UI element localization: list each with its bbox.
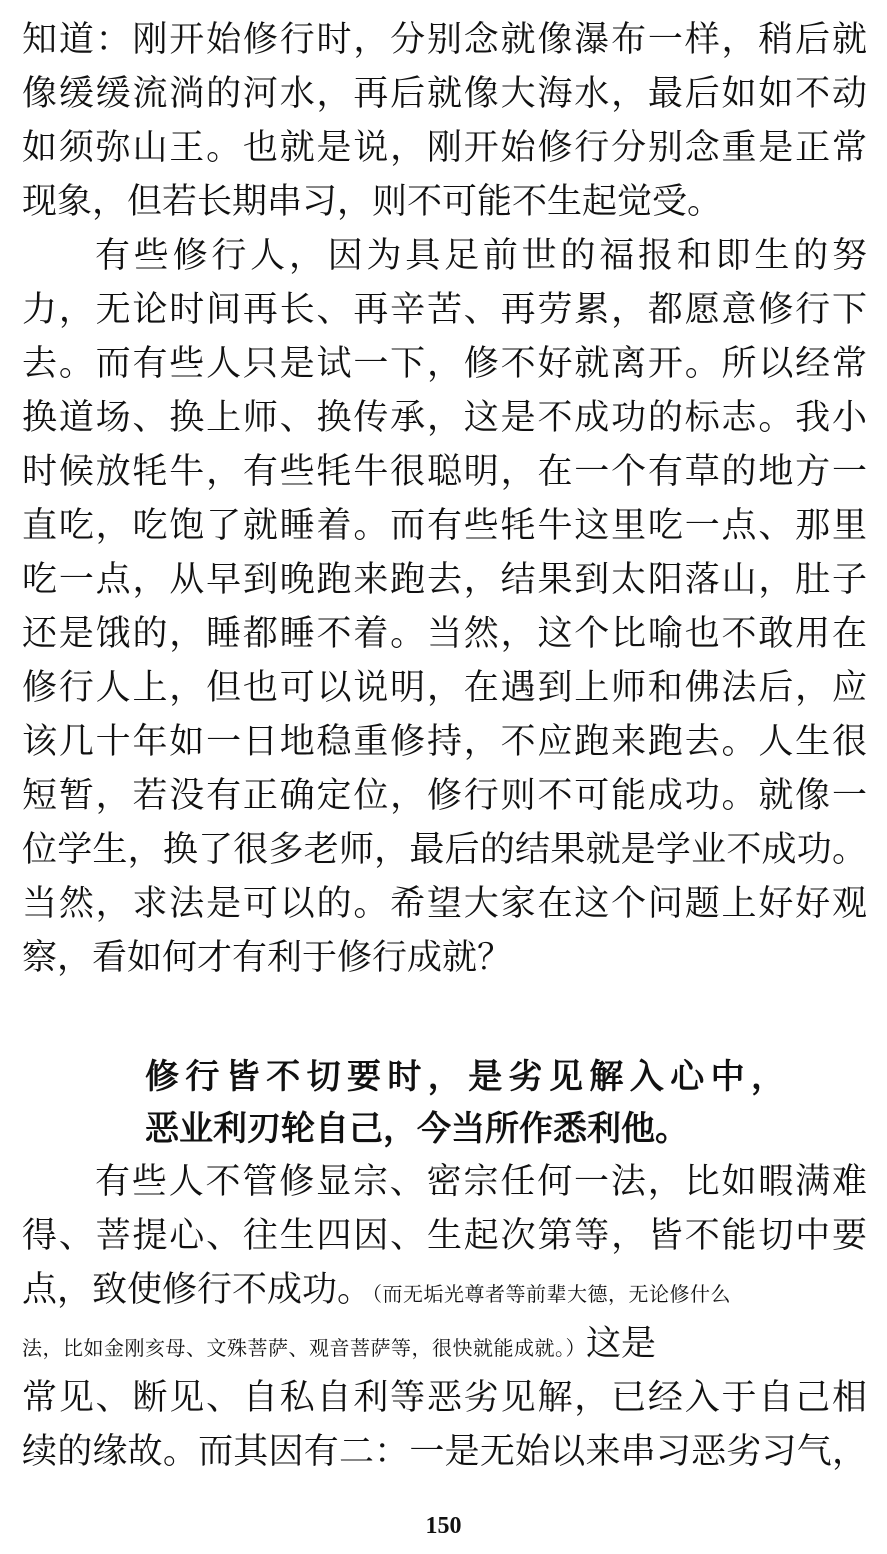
paragraph-3-main-text: 点，致使修行不成功。 [22, 1270, 373, 1310]
paragraph-2-line-6: 直吃，吃饱了就睡着。而有些牦牛这里吃一点、那里 [22, 506, 867, 546]
annotation-note-end: 法，比如金刚亥母、文殊菩萨、观音菩萨等，很快就能成就。） [22, 1336, 586, 1360]
paragraph-2-line-7: 吃一点，从早到晚跑来跑去，结果到太阳落山，肚子 [22, 560, 867, 600]
paragraph-2-line-9: 修行人上，但也可以说明，在遇到上师和佛法后，应 [22, 668, 867, 708]
paragraph-2-line-14: 察，看如何才有利于修行成就？ [22, 938, 513, 978]
paragraph-2-line-5: 时候放牦牛，有些牦牛很聪明，在一个有草的地方一 [22, 452, 867, 492]
paragraph-3-line-5: 常见、断见、自私自利等恶劣见解，已经入于自己相 [22, 1378, 867, 1418]
paragraph-2-line-2: 力，无论时间再长、再辛苦、再劳累，都愿意修行下 [22, 290, 867, 330]
paragraph-3-line-6: 续的缘故。而其因有二：一是无始以来串习恶劣习气， [22, 1432, 867, 1472]
paragraph-3-main-text-resume: 这是 [586, 1324, 657, 1364]
paragraph-2-line-4: 换道场、换上师、换传承，这是不成功的标志。我小 [22, 398, 867, 438]
paragraph-2-line-11: 短暂，若没有正确定位，修行则不可能成功。就像一 [22, 776, 867, 816]
paragraph-2-line-1: 有些修行人，因为具足前世的福报和即生的努 [95, 236, 867, 276]
paragraph-1-line-3: 如须弥山王。也就是说，刚开始修行分别念重是正常 [22, 128, 867, 168]
paragraph-2-line-12: 位学生，换了很多老师，最后的结果就是学业不成功。 [22, 830, 867, 870]
verse-line-2: 恶业利刃轮自己，今当所作悉利他。 [145, 1109, 689, 1149]
paragraph-3-line-3 [22, 1266, 867, 1314]
paragraph-2-line-13: 当然，求法是可以的。希望大家在这个问题上好好观 [22, 884, 867, 924]
paragraph-3-line-2: 得、菩提心、往生四因、生起次第等，皆不能切中要 [22, 1216, 867, 1256]
paragraph-3-line-4 [22, 1320, 867, 1368]
paragraph-1-line-4: 现象，但若长期串习，则不可能不生起觉受。 [22, 182, 723, 222]
paragraph-2-line-8: 还是饿的，睡都睡不着。当然，这个比喻也不敢用在 [22, 614, 867, 654]
paragraph-1-line-2: 像缓缓流淌的河水，再后就像大海水，最后如如不动 [22, 74, 867, 114]
page-number: 150 [425, 1513, 462, 1539]
annotation-note-start: （而无垢光尊者等前辈大德，无论修什么 [372, 1282, 732, 1306]
paragraph-1-line-1: 知道：刚开始修行时，分别念就像瀑布一样，稍后就 [22, 20, 867, 60]
paragraph-3-line-1: 有些人不管修显宗、密宗任何一法，比如暇满难 [95, 1162, 867, 1202]
paragraph-2-line-3: 去。而有些人只是试一下，修不好就离开。所以经常 [22, 344, 867, 384]
paragraph-2-line-10: 该几十年如一日地稳重修持，不应跑来跑去。人生很 [22, 722, 867, 762]
verse-line-1: 修行皆不切要时，是劣见解入心中， [145, 1057, 785, 1097]
